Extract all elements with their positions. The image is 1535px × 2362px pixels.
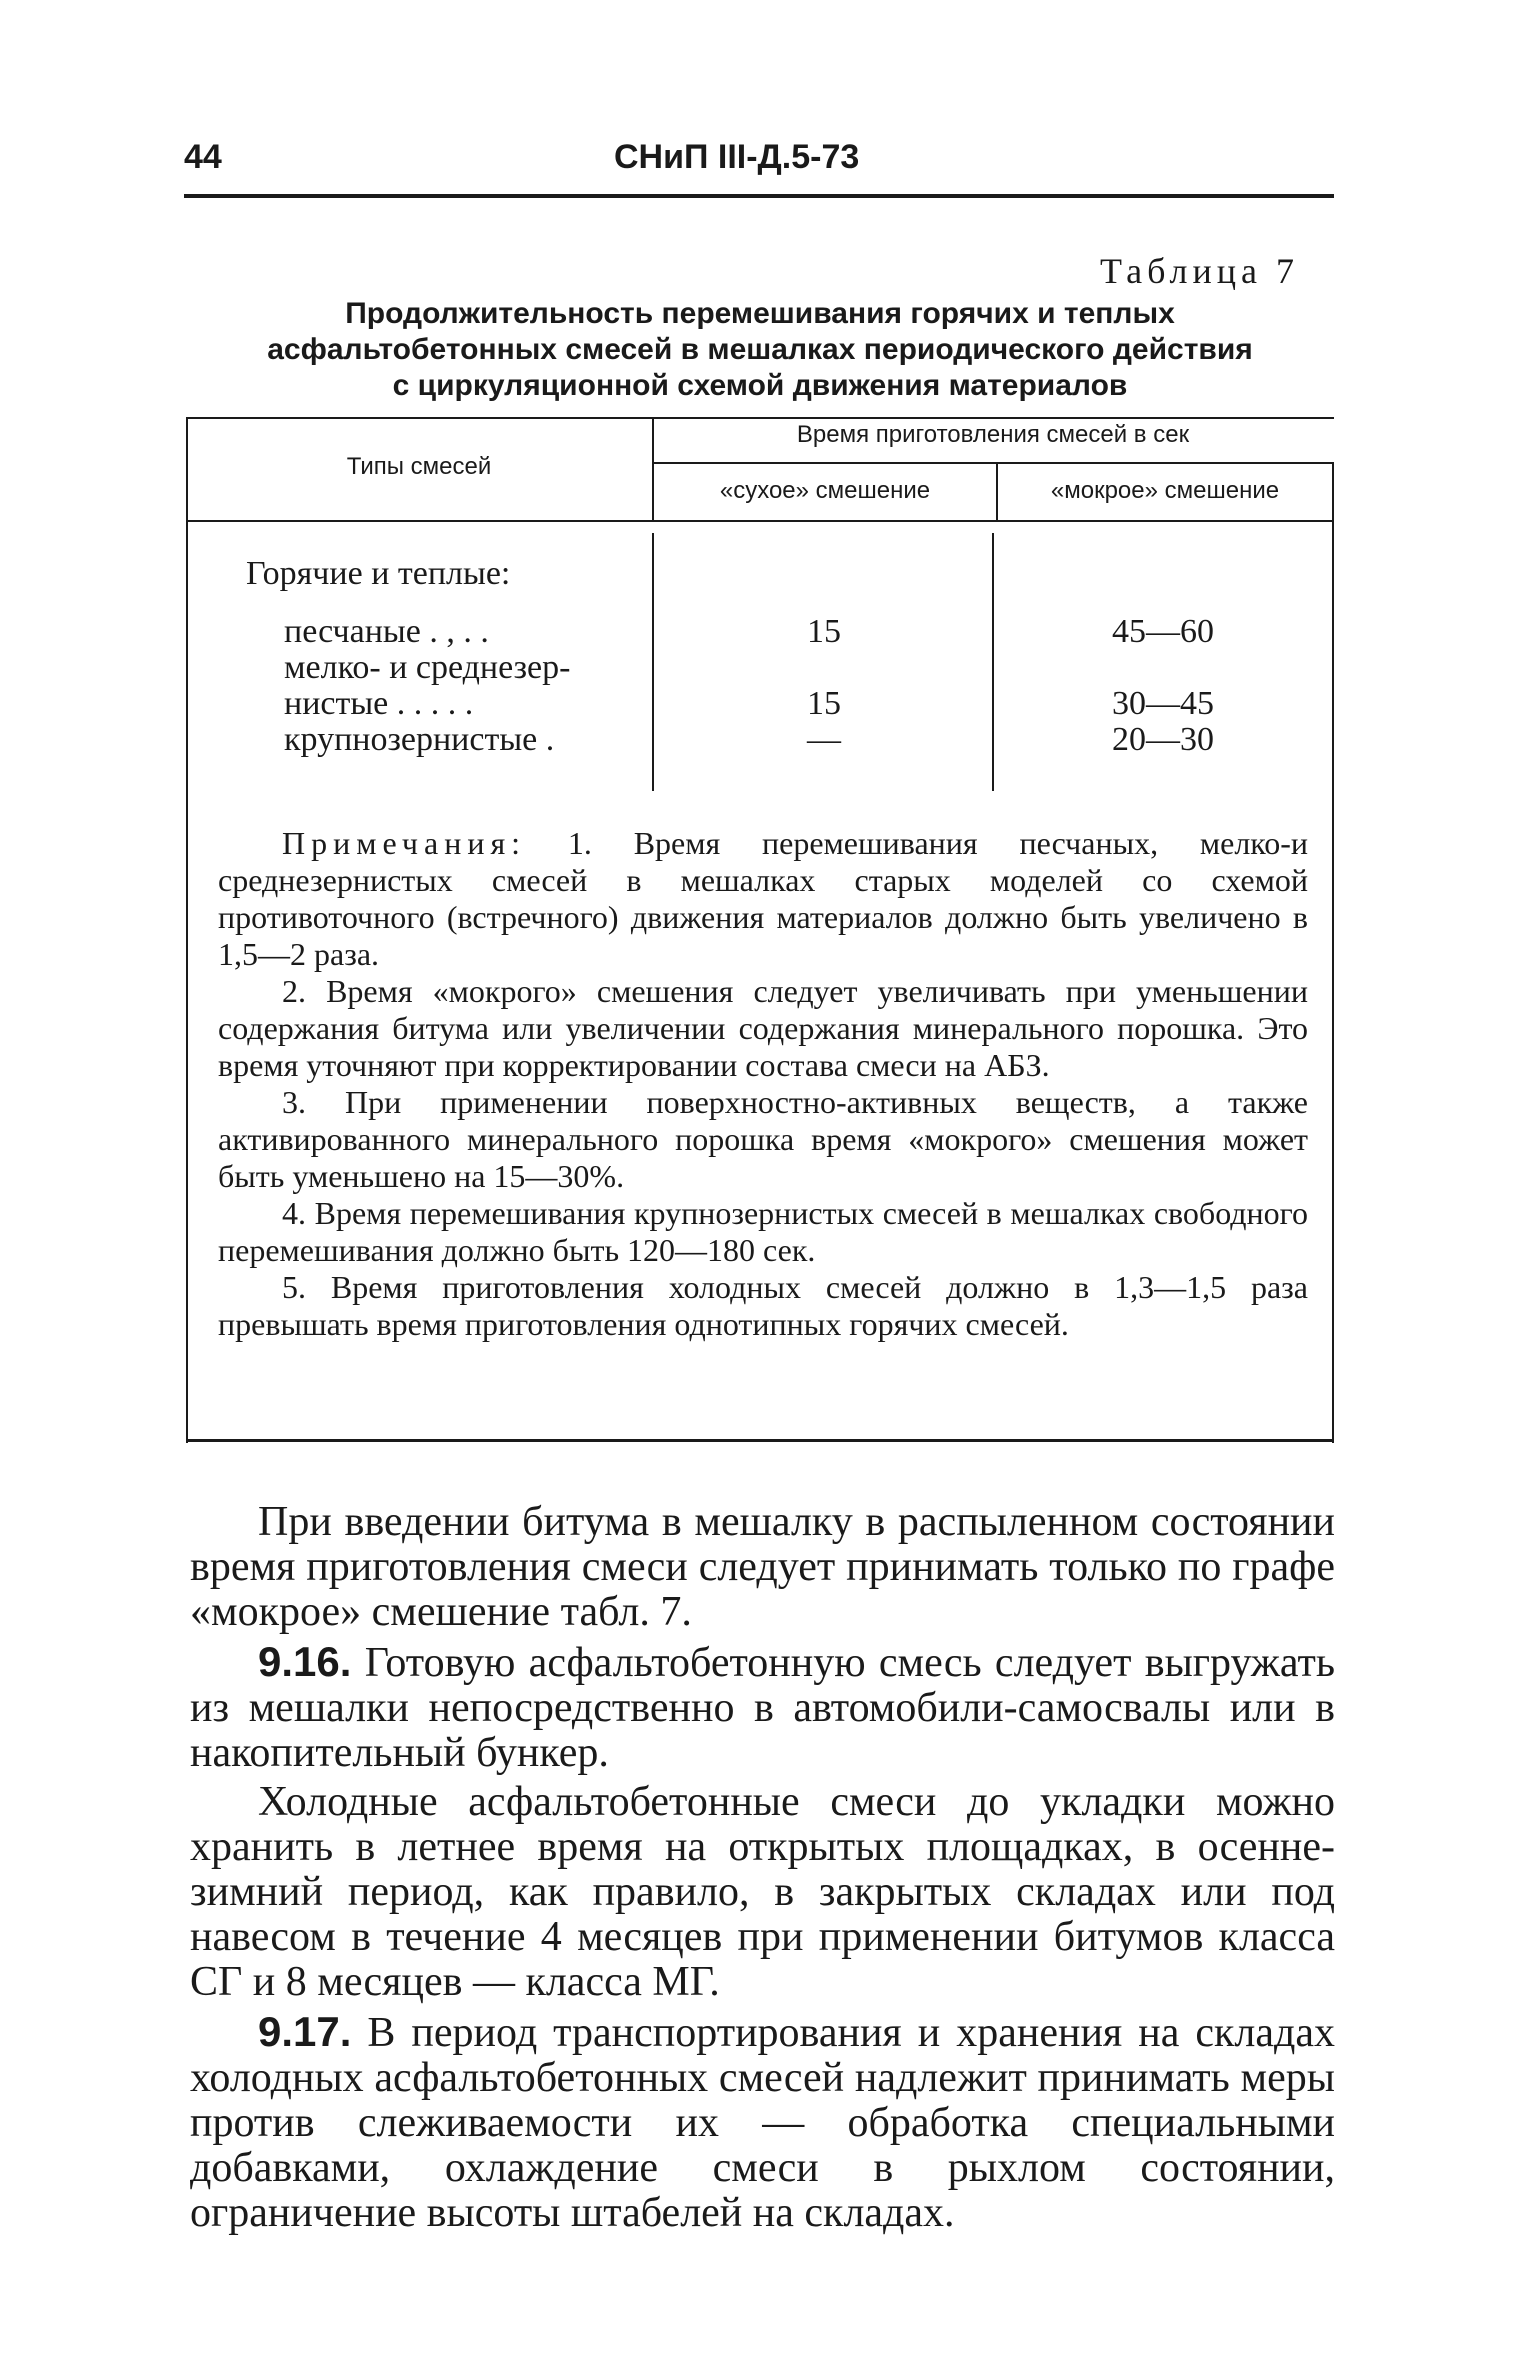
note-4: 4. Время перемешивания крупнозернистых смесей в мешалках свободного перемешивания должно быть 120—180 сек. (218, 1195, 1308, 1268)
row-dry-value: 15 (807, 685, 841, 722)
paragraph-text: В период транспортирования и хранения на складах холодных асфальтобетонных смесей надлежит принимать меры против слеживаемости их — обработка специальными добавками, охлаждение смеси в рыхлом состоянии, ограничение высоты штабелей на складах. (190, 2010, 1336, 2236)
row-type: песчаные . , . . (284, 613, 489, 650)
section-number: 9.17. (258, 2008, 352, 2055)
table-title-line: с циркуляционной схемой движения материалов (392, 369, 1128, 402)
paragraph: Холодные асфальтобетонные смеси до укладки можно хранить в летнее время на открытых площадках, в осенне-зимний период, как правило, в закрытых складах или под навесом в течение 4 месяцев при применении битумов класса СГ и 8 месяцев — класса МГ. (190, 1779, 1335, 2005)
row-wet-value: 30—45 (1112, 685, 1214, 722)
document-code: СНиП III-Д.5-73 (614, 138, 860, 176)
paragraph-text: Готовую асфальтобетонную смесь следует выгружать из мешалки непосредственно в автомобили-самосвалы или в накопительный бункер. (190, 1640, 1335, 1776)
body-text (190, 1500, 1335, 2240)
table-notes (218, 825, 1308, 1343)
table-label: Таблица 7 (1100, 251, 1299, 291)
row-wet-value: 20—30 (1112, 721, 1214, 758)
paragraph: При введении битума в мешалку в распыленном состоянии время приготовления смеси следует принимать только по графе «мокрое» смешение табл. 7. (190, 1499, 1335, 1635)
notes-title: Примечания: (282, 825, 527, 861)
note-2: 2. Время «мокрого» смешения следует увеличивать при уменьшении содержания битума или увеличении содержания минерального порошка. Это время уточняют при корректировании состава смеси на АБЗ. (218, 973, 1308, 1083)
col-header-wet: «мокрое» смешение (1050, 477, 1280, 504)
col-header-dry: «сухое» смешение (719, 477, 931, 504)
row-wet-value: 45—60 (1112, 613, 1214, 650)
paragraph-9-17 (190, 2009, 1335, 2236)
row-dry-value: — (807, 721, 841, 758)
paragraph-9-16 (190, 1639, 1335, 1776)
header-bottom-rule (186, 520, 1334, 522)
table-border-left (186, 417, 188, 1443)
note-1-text: 1. Время перемешивания песчаных, мелко-и среднезернистых смесей в мешалках старых моделей со схемой противоточного (встречного) движения материалов должно быть увеличено в 1,5—2 раза. (218, 825, 1309, 972)
header-divider-horizontal (652, 462, 1334, 464)
page-number: 44 (184, 138, 222, 176)
col-header-time: Время приготовления смесей в сек (796, 421, 1190, 448)
table-border-right (1332, 462, 1334, 1443)
row-type: крупнозернистые . (284, 721, 555, 758)
table-border-bottom (186, 1439, 1334, 1442)
col-header-type: Типы смесей (346, 453, 492, 480)
row-type-continued: нистые . . . . . (284, 685, 474, 722)
page-header (184, 138, 1334, 198)
group-label: Горячие и теплые: (246, 555, 511, 592)
row-type: мелко- и среднезер- (284, 649, 571, 686)
table-title-line: Продолжительность перемешивания горячих и теплых (345, 297, 1175, 330)
row-dry-value: 15 (807, 613, 841, 650)
header-rule (184, 194, 1334, 198)
table-border-top (186, 417, 1334, 419)
note-3: 3. При применении поверхностно-активных веществ, а также активированного минерального порошка время «мокрого» смешения может быть уменьшено на 15—30%. (218, 1084, 1308, 1194)
table-title (190, 296, 1330, 404)
section-number: 9.16. (258, 1638, 352, 1685)
note-5: 5. Время приготовления холодных смесей должно в 1,3—1,5 раза превышать время приготовления однотипных горячих смесей. (218, 1269, 1308, 1342)
note-1 (218, 825, 1308, 973)
table-title-line: асфальтобетонных смесей в мешалках периодического действия (267, 333, 1253, 366)
